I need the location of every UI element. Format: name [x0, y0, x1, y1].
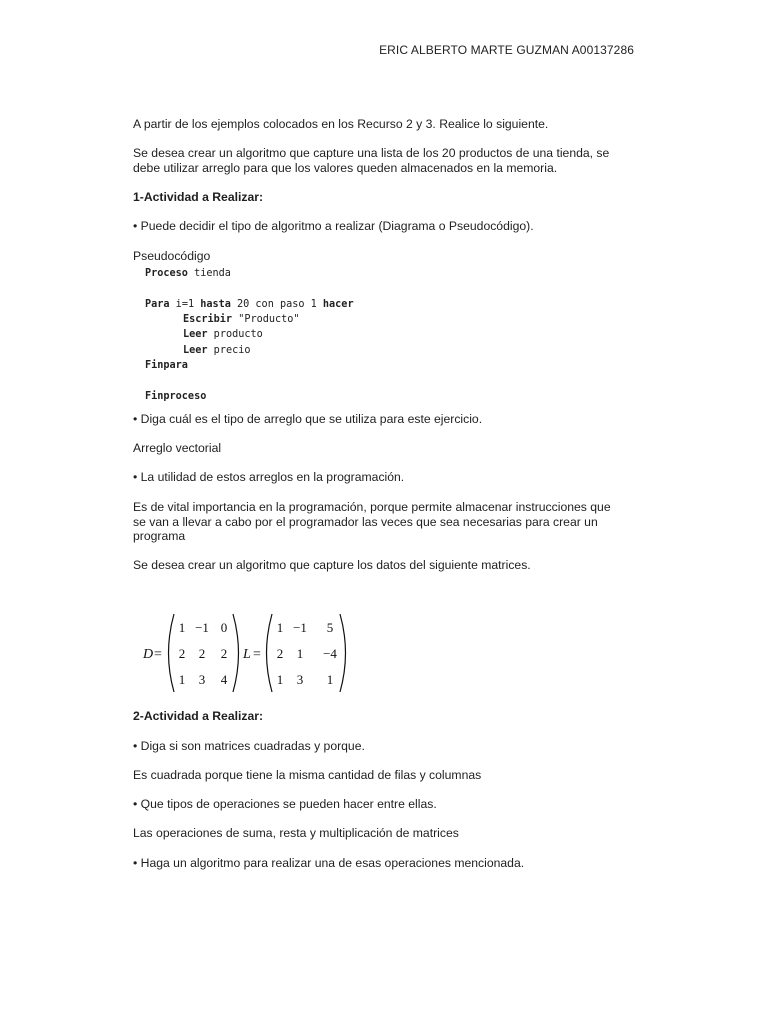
matrix-l-equals: =	[253, 647, 261, 662]
intro-text: A partir de los ejemplos colocados en los Recurso 2 y 3. Realice lo siguiente.	[133, 117, 549, 131]
activity1-answer-3-line-2: se van a llevar a cabo por el programador las veces que sea necesarias para crear un	[133, 515, 598, 529]
matrix-d-cell-r1-c3: 0	[220, 620, 228, 635]
code-line-3: Escribir "Producto"	[183, 314, 300, 325]
matrix-d-cell-r2-c2: 2	[198, 646, 206, 661]
code-line-2: Para i=1 hasta 20 con paso 1 hacer	[145, 299, 354, 310]
problem-line-2: debe utilizar arreglo para que los valores queden almacenados en la memoria.	[133, 161, 558, 175]
activity2-question-1: • Diga si son matrices cuadradas y porque.	[133, 739, 365, 753]
matrix-d-cell-r3-c1: 1	[178, 672, 186, 687]
matrix-d-equals: =	[154, 647, 162, 662]
matrix-l-cell-r3-c3: 1	[326, 672, 334, 687]
matrix-l-cells	[277, 620, 338, 687]
matrix-d-cell-r2-c3: 2	[220, 646, 228, 661]
matrix-d-cell-r1-c2: −1	[195, 620, 209, 635]
matrix-l-cell-r2-c3: −4	[323, 646, 337, 661]
code-line-5: Leer precio	[183, 345, 251, 356]
activity2-answer-1: Es cuadrada porque tiene la misma cantidad de filas y columnas	[133, 768, 482, 782]
matrix-d-cell-r3-c2: 3	[198, 672, 206, 687]
matrix-d-cell-r1-c1: 1	[178, 620, 186, 635]
activity1-question-1: • Puede decidir el tipo de algoritmo a realizar (Diagrama o Pseudocódigo).	[133, 219, 534, 233]
activity2-question-3: • Haga un algoritmo para realizar una de esas operaciones mencionada.	[133, 856, 525, 870]
code-line-4: Leer producto	[183, 329, 263, 340]
pseudocode-label: Pseudocódigo	[133, 249, 211, 263]
code-line-7: Finproceso	[145, 391, 207, 402]
matrix-l-right-paren	[340, 614, 346, 692]
activity2-title: 2-Actividad a Realizar:	[133, 709, 264, 723]
matrix-d-right-paren	[233, 614, 239, 692]
matrix-d-cell-r3-c3: 4	[220, 672, 228, 687]
matrix-d-cell-r2-c1: 2	[178, 646, 186, 661]
matrix-l-cell-r2-c1: 2	[276, 646, 284, 661]
matrix-l-cell-r1-c1: 1	[276, 620, 284, 635]
matrix-d-name: D	[143, 647, 154, 662]
activity1-question-2: • Diga cuál es el tipo de arreglo que se utiliza para este ejercicio.	[133, 412, 483, 426]
code-line-6: Finpara	[145, 360, 188, 371]
activity2-answer-2: Las operaciones de suma, resta y multiplicación de matrices	[133, 826, 459, 840]
activity1-question-3: • La utilidad de estos arreglos en la programación.	[133, 470, 405, 484]
activity1-answer-3-line-1: Es de vital importancia en la programación, porque permite almacenar instrucciones que	[133, 500, 611, 514]
matrix-l-cell-r3-c1: 1	[276, 672, 284, 687]
activity1-title: 1-Actividad a Realizar:	[133, 190, 264, 204]
matrix-l-cell-r2-c2: 1	[296, 646, 304, 661]
matrix-equations	[140, 610, 360, 696]
matrix-d-cells	[179, 620, 228, 687]
activity1-answer-2: Arreglo vectorial	[133, 441, 222, 455]
author-header: ERIC ALBERTO MARTE GUZMAN A00137286	[379, 43, 634, 57]
code-line-1: Proceso tienda	[145, 268, 231, 279]
matrix-d-left-paren	[169, 614, 175, 692]
matrix-l-name: L	[243, 647, 251, 662]
activity1-answer-3-line-3: programa	[133, 529, 186, 543]
matrices-intro: Se desea crear un algoritmo que capture los datos del siguiente matrices.	[133, 558, 531, 572]
activity2-question-2: • Que tipos de operaciones se pueden hacer entre ellas.	[133, 797, 437, 811]
matrix-l-cell-r1-c3: 5	[326, 620, 334, 635]
matrix-l-cell-r3-c2: 3	[296, 672, 304, 687]
matrix-l-left-paren	[267, 614, 273, 692]
problem-line-1: Se desea crear un algoritmo que capture una lista de los 20 productos de una tienda, se	[133, 146, 610, 160]
matrix-l-cell-r1-c2: −1	[293, 620, 307, 635]
